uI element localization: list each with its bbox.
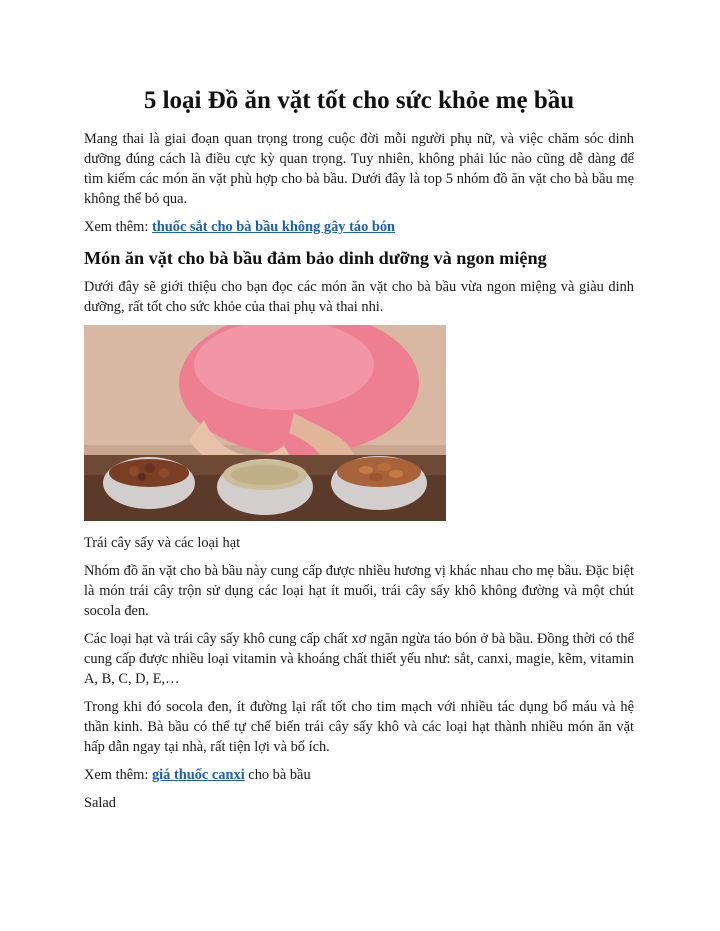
image-caption: Trái cây sấy và các loại hạt xyxy=(84,535,241,551)
paragraph-2: Các loại hạt và trái cây sấy khô cung cấp chất xơ ngăn ngừa táo bón ở bà bầu. Đồng thời có thể cung cấp được nhiều loại vitamin và khoáng chất thiết yếu như: sắt, canxi, magie, kẽm, vitamin A, B, C, D, E,… xyxy=(84,631,634,687)
see-more-prefix: Xem thêm: xyxy=(84,219,152,235)
page-title: 5 loại Đồ ăn vặt tốt cho sức khỏe mẹ bầu xyxy=(143,87,575,114)
section-intro-paragraph: Dưới đây sẽ giới thiệu cho bạn đọc các món ăn vặt cho bà bầu vừa ngon miệng và giàu dinh dưỡng, rất tốt cho sức khỏe của thai phụ và thai nhi. xyxy=(84,279,634,315)
see-more-line-2 xyxy=(84,765,634,785)
iron-supplement-link[interactable]: thuốc sắt cho bà bầu không gây táo bón xyxy=(151,219,396,235)
see-more-suffix: cho bà bầu xyxy=(244,767,311,783)
see-more-prefix: Xem thêm: xyxy=(84,767,152,783)
paragraph-3: Trong khi đó socola đen, ít đường lại rất tốt cho tim mạch với nhiều tác dụng bổ máu và hệ thần kinh. Bà bầu có thể tự chế biến trái cây sấy khô và các loại hạt thành nhiều món ăn vặt hấp dẫn ngay tại nhà, rất tiện lợi và bổ ích. xyxy=(84,699,634,755)
calcium-price-link[interactable]: giá thuốc canxi xyxy=(151,767,245,783)
document-page xyxy=(84,84,634,821)
paragraph-1: Nhóm đồ ăn vặt cho bà bầu này cung cấp được nhiều hương vị khác nhau cho mẹ bầu. Đặc biệt là món trái cây trộn sử dụng các loại hạt ít muối, trái cây sấy khô không đường và một chút socola đen. xyxy=(84,563,634,619)
pregnant-woman-nuts-photo xyxy=(84,325,446,521)
section-heading: Món ăn vặt cho bà bầu đảm bảo dinh dưỡng và ngon miệng xyxy=(84,248,547,268)
intro-paragraph: Mang thai là giai đoạn quan trọng trong cuộc đời mỗi người phụ nữ, và việc chăm sóc dinh dưỡng đúng cách là điều cực kỳ quan trọng. Tuy nhiên, không phải lúc nào cũng dễ dàng để tìm kiếm các món ăn vặt phù hợp cho bà bầu. Dưới đây là top 5 nhóm đồ ăn vặt cho bà bầu mẹ không thể bỏ qua. xyxy=(84,131,634,207)
see-more-line-1 xyxy=(84,217,634,237)
next-section-heading: Salad xyxy=(84,795,116,811)
